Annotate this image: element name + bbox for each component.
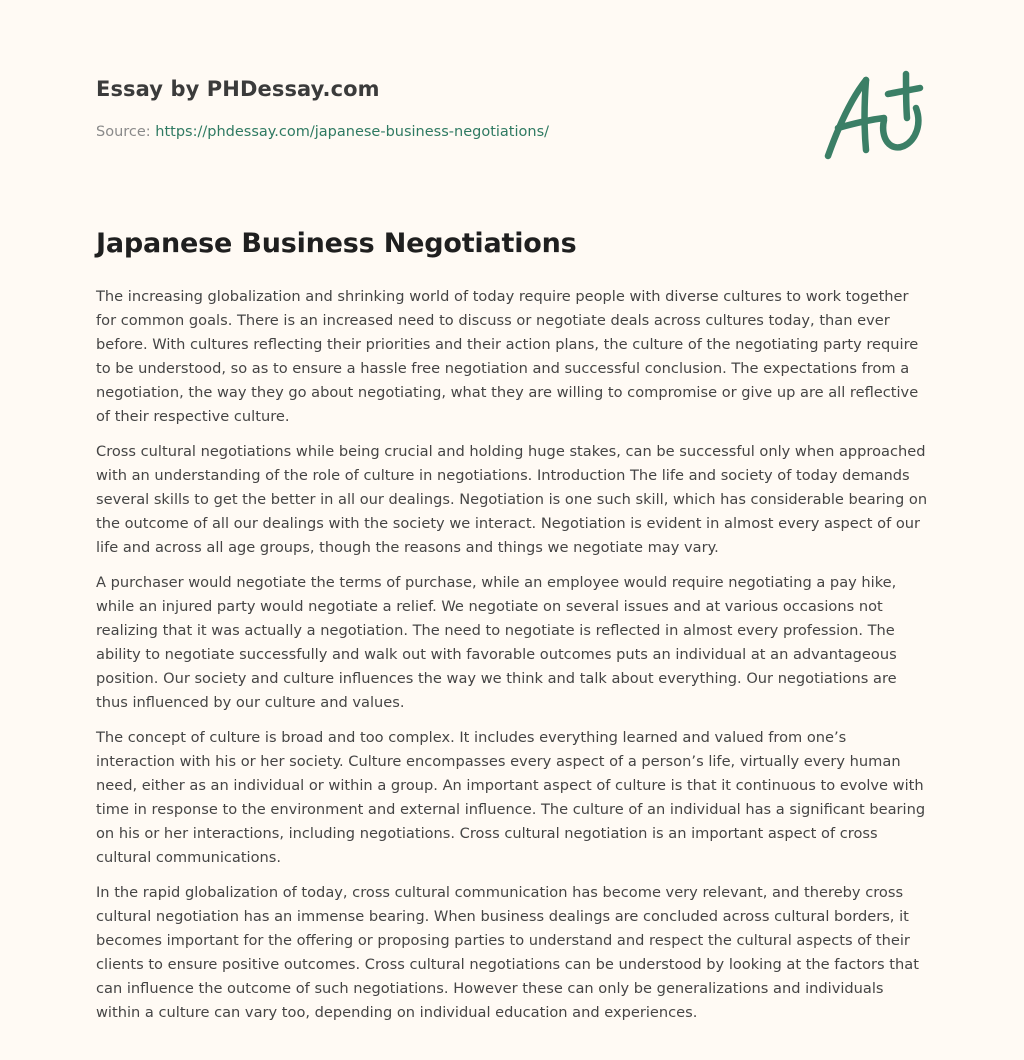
essay-body — [96, 285, 928, 1036]
brand-title: Essay by PHDessay.com — [96, 77, 380, 101]
essay-title: Japanese Business Negotiations — [96, 228, 577, 259]
source-line — [96, 124, 549, 140]
essay-paragraph: A purchaser would negotiate the terms of purchase, while an employee would require negotiating a pay hike, while an injured party would negotiate a relief. We negotiate on several issues and at various occasions not realizing that it was actually a negotiation. The need to negotiate is reflected in almost every profession. The ability to negotiate successfully and walk out with favorable outcomes puts an individual at an advantageous position. Our society and culture influences the way we think and talk about everything. Our negotiations are thus influenced by our culture and values. — [96, 574, 897, 711]
essay-paragraph: The increasing globalization and shrinking world of today require people with diverse cultures to work together for common goals. There is an increased need to discuss or negotiate deals across cultures today, than ever before. With cultures reflecting their priorities and their action plans, the culture of the negotiating party require to be understood, so as to ensure a hassle free negotiation and successful conclusion. The expectations from a negotiation, the way they go about negotiating, what they are willing to compromise or give up are all reflective of their respective culture. — [96, 288, 919, 425]
a-plus-grade-icon — [822, 66, 926, 166]
essay-paragraph: Cross cultural negotiations while being crucial and holding huge stakes, can be successful only when approached with an understanding of the role of culture in negotiations. Introduction The life and society of today demands several skills to get the better in all our dealings. Negotiation is one such skill, which has considerable bearing on the outcome of all our dealings with the society we interact. Negotiation is evident in almost every aspect of our life and across all age groups, though the reasons and things we negotiate may vary. — [96, 443, 928, 556]
essay-paragraph: The concept of culture is broad and too complex. It includes everything learned and valued from one’s interaction with his or her society. Culture encompasses every aspect of a person’s life, virtually every human need, either as an individual or within a group. An important aspect of culture is that it continuous to evolve with time in response to the environment and external influence. The culture of an individual has a significant bearing on his or her interactions, including negotiations. Cross cultural negotiation is an important aspect of cross cultural communications. — [96, 729, 926, 866]
source-label: Source: — [96, 124, 156, 140]
source-link[interactable]: https://phdessay.com/japanese-business-negotiations/ — [155, 124, 550, 140]
essay-paragraph: In the rapid globalization of today, cross cultural communication has become very relevant, and thereby cross cultural negotiation has an immense bearing. When business dealings are concluded across cultural borders, it becomes important for the offering or proposing parties to understand and respect the cultural aspects of their clients to ensure positive outcomes. Cross cultural negotiations can be understood by looking at the factors that can influence the outcome of such negotiations. However these can only be generalizations and individuals within a culture can vary too, depending on individual education and experiences. — [96, 884, 919, 1021]
